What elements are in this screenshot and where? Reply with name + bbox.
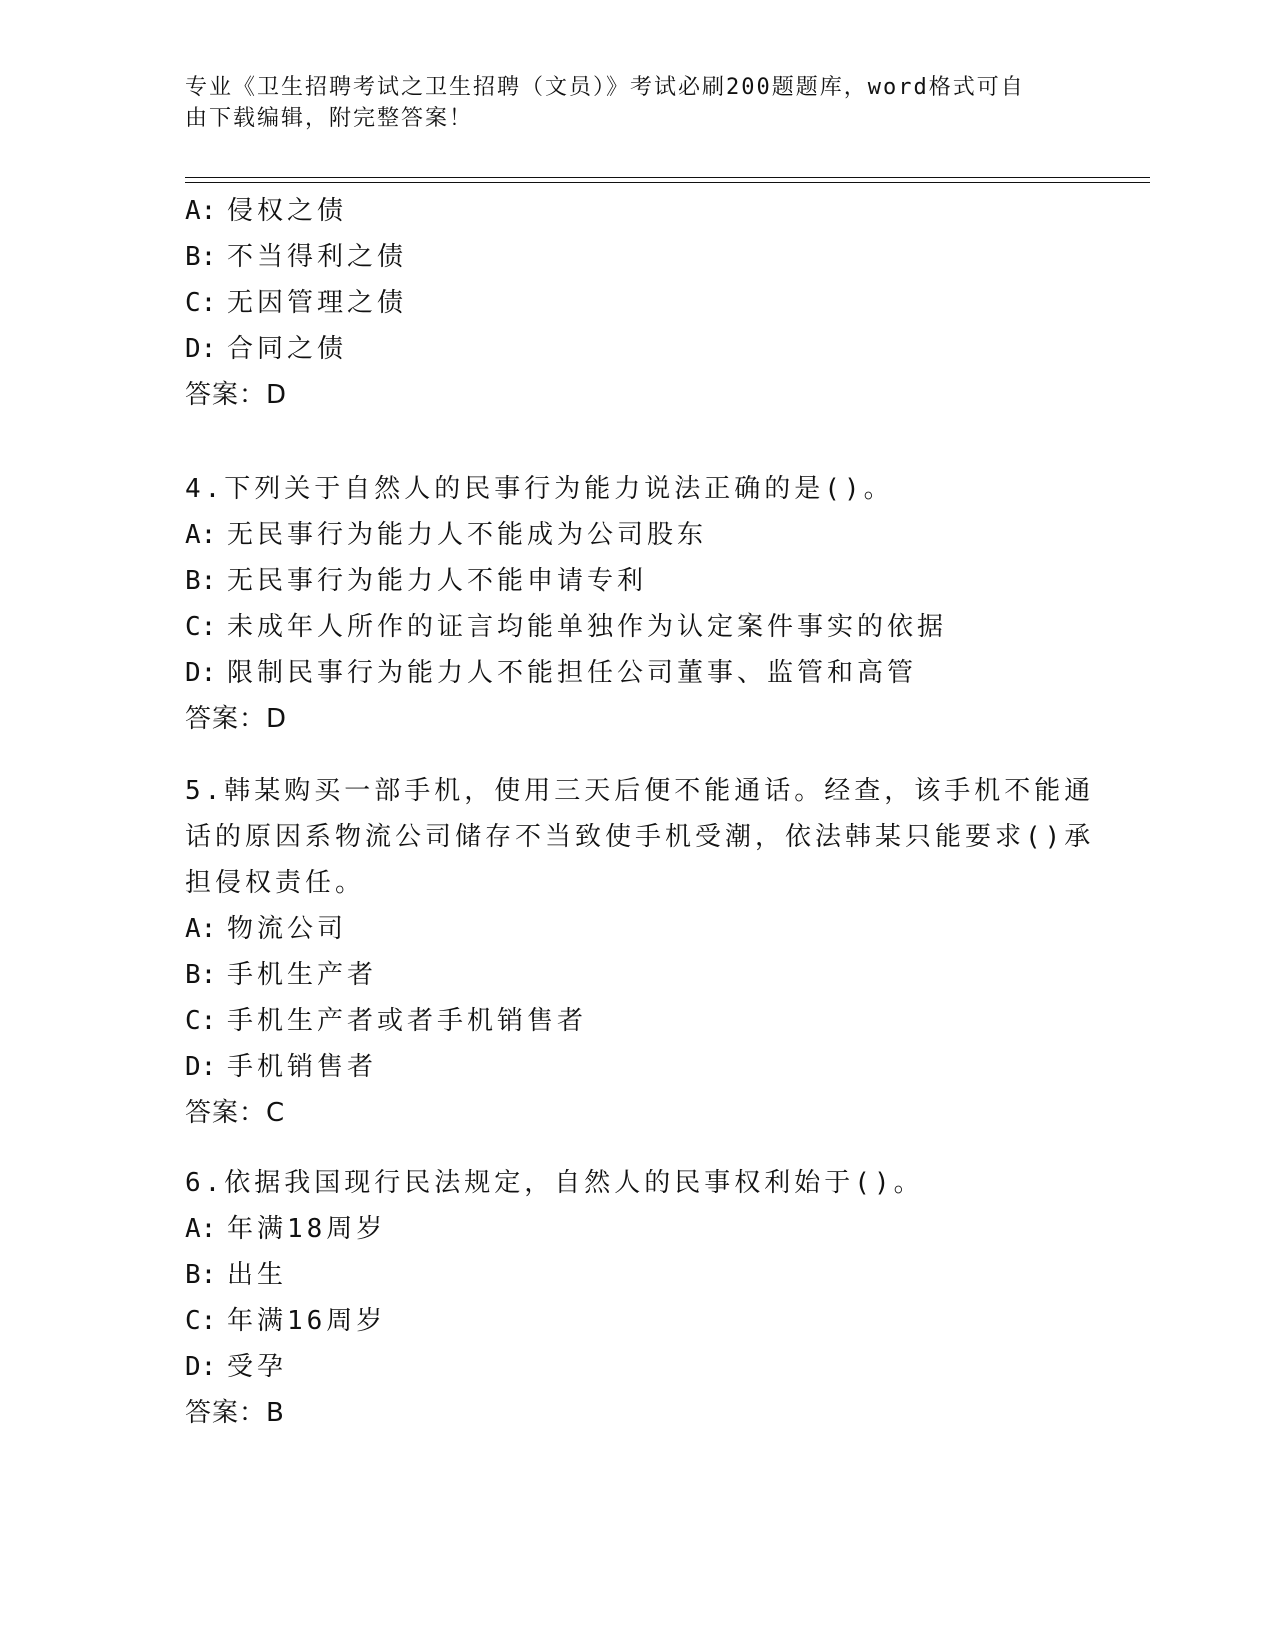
question-stem: 4.下列关于自然人的民事行为能力说法正确的是()。	[185, 474, 894, 504]
option-a	[185, 188, 1085, 234]
option-text: 受孕	[227, 1352, 288, 1382]
document-header	[185, 72, 1065, 134]
answer-line: 答案：C	[185, 1098, 286, 1128]
option-text: 手机生产者或者手机销售者	[227, 1006, 588, 1036]
option-letter: A:	[185, 1214, 217, 1244]
option-letter: D:	[185, 658, 217, 688]
option-text: 不当得利之债	[227, 242, 408, 272]
option-text: 合同之债	[227, 334, 348, 364]
option-text: 侵权之债	[227, 196, 348, 226]
option-letter: D:	[185, 334, 217, 364]
header-divider-bottom	[185, 182, 1150, 183]
option-c	[185, 280, 1085, 326]
option-text: 未成年人所作的证言均能单独作为认定案件事实的依据	[227, 612, 948, 642]
option-letter: C:	[185, 1006, 217, 1036]
option-c	[185, 1298, 1085, 1344]
option-text: 无民事行为能力人不能申请专利	[227, 566, 648, 596]
option-letter: B:	[185, 566, 217, 596]
question-5	[185, 768, 1095, 1136]
header-intro-line-1: 专业《卫生招聘考试之卫生招聘（文员）》考试必刷200题题库，word格式可自	[185, 75, 1025, 100]
option-d	[185, 1044, 1085, 1090]
question-3-tail	[185, 188, 1085, 418]
question-6	[185, 1160, 1085, 1436]
option-b	[185, 1252, 1085, 1298]
option-letter: B:	[185, 242, 217, 272]
option-text: 年满16周岁	[227, 1306, 387, 1336]
option-a	[185, 512, 1085, 558]
option-text: 手机生产者	[227, 960, 378, 990]
option-text: 无民事行为能力人不能成为公司股东	[227, 520, 708, 550]
option-d	[185, 1344, 1085, 1390]
header-intro-line-2: 由下载编辑，附完整答案！	[185, 106, 474, 131]
option-text: 出生	[227, 1260, 288, 1290]
option-letter: A:	[185, 520, 217, 550]
header-divider-top	[185, 177, 1150, 178]
option-letter: B:	[185, 960, 217, 990]
option-a	[185, 1206, 1085, 1252]
answer-line: 答案：B	[185, 1398, 285, 1428]
option-text: 物流公司	[227, 914, 348, 944]
question-4	[185, 466, 1085, 742]
question-stem: 话的原因系物流公司储存不当致使手机受潮，依法韩某只能要求()承	[185, 822, 1095, 852]
option-letter: D:	[185, 1352, 217, 1382]
option-b	[185, 558, 1085, 604]
question-stem: 5.韩某购买一部手机，使用三天后便不能通话。经查，该手机不能通	[185, 776, 1095, 806]
option-letter: B:	[185, 1260, 217, 1290]
question-stem: 担侵权责任。	[185, 868, 366, 898]
option-letter: C:	[185, 1306, 217, 1336]
option-c	[185, 604, 1085, 650]
option-letter: A:	[185, 914, 217, 944]
answer-line: 答案：D	[185, 704, 288, 734]
option-letter: D:	[185, 1052, 217, 1082]
question-stem: 6.依据我国现行民法规定，自然人的民事权利始于()。	[185, 1168, 924, 1198]
answer-line: 答案：D	[185, 380, 288, 410]
option-d	[185, 326, 1085, 372]
option-c	[185, 998, 1085, 1044]
option-b	[185, 952, 1085, 998]
option-text: 限制民事行为能力人不能担任公司董事、监管和高管	[227, 658, 918, 688]
option-letter: C:	[185, 288, 217, 318]
option-a	[185, 906, 1085, 952]
option-text: 无因管理之债	[227, 288, 408, 318]
option-text: 年满18周岁	[227, 1214, 387, 1244]
option-b	[185, 234, 1085, 280]
option-text: 手机销售者	[227, 1052, 378, 1082]
option-d	[185, 650, 1085, 696]
option-letter: C:	[185, 612, 217, 642]
option-letter: A:	[185, 196, 217, 226]
